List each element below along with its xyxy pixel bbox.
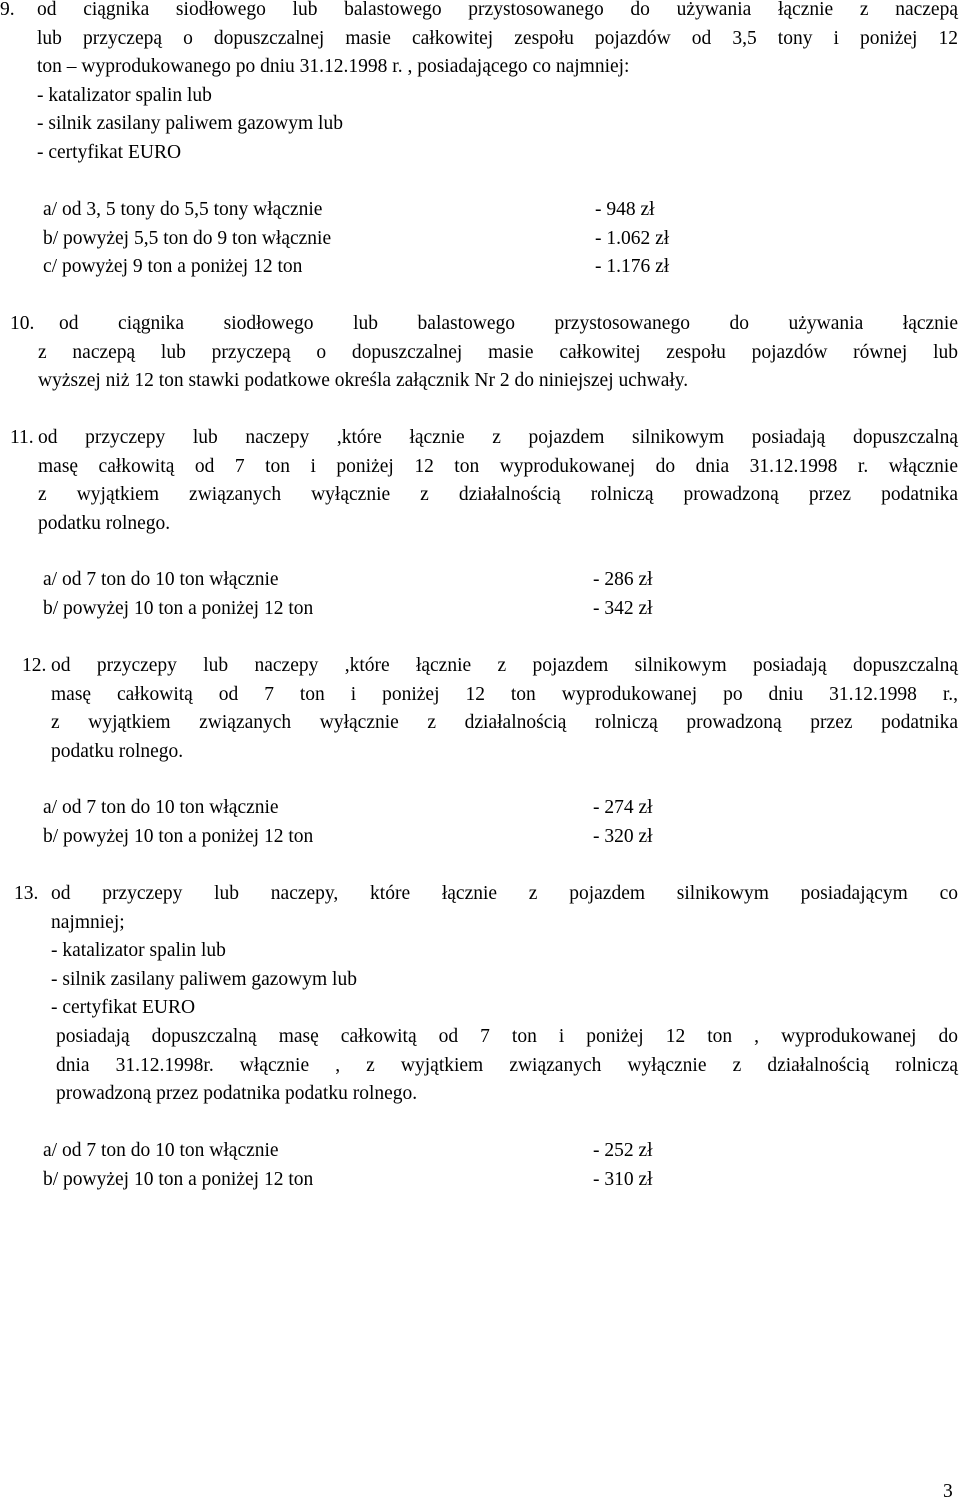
rate-label: b/ powyżej 10 ton a poniżej 12 ton — [43, 825, 314, 847]
text-line: podatku rolnego. — [51, 740, 184, 762]
text-line: z naczepą lub przyczepą o dopuszczalnej masie całkowitej zespołu pojazdów równej lub — [38, 341, 958, 363]
rate-label: b/ powyżej 10 ton a poniżej 12 ton — [43, 597, 314, 619]
rate-amount: - 320 zł — [593, 825, 653, 847]
text-line: dnia 31.12.1998r. włącznie , z wyjątkiem związanych wyłącznie z działalnością rolniczą — [56, 1054, 958, 1076]
item-number: 9. — [0, 0, 15, 20]
rate-amount: - 274 zł — [593, 797, 653, 818]
rate-amount: - 342 zł — [593, 597, 653, 619]
rate-label: b/ powyżej 5,5 ton do 9 ton włącznie — [43, 227, 332, 249]
item-12 — [0, 652, 958, 766]
item-number: 11. — [10, 427, 34, 448]
bullet-item: - katalizator spalin lub — [37, 84, 212, 106]
bullet-list — [37, 82, 958, 168]
text-line: lub przyczepą o dopuszczalnej masie całkowitej zespołu pojazdów od 3,5 tony i poniżej 12 — [37, 27, 958, 49]
text-line: posiadają dopuszczalną masę całkowitą od 7 ton i poniżej 12 ton , wyprodukowanej do — [56, 1025, 958, 1047]
item-number: 12. — [22, 655, 47, 676]
text-line: masę całkowitą od 7 ton i poniżej 12 ton wyprodukowanej po dniu 31.12.1998 r., — [51, 683, 958, 705]
text-line: od przyczepy lub naczepy ,które łącznie z pojazdem silnikowym posiadają dopuszczalną — [38, 427, 958, 448]
text-line: z wyjątkiem związanych wyłącznie z działalnością rolniczą prowadzoną przez podatnika — [51, 712, 958, 734]
rate-label: a/ od 3, 5 tony do 5,5 tony włącznie — [43, 199, 323, 220]
bullet-item: - certyfikat EURO — [37, 141, 182, 163]
bullet-item: - silnik zasilany paliwem gazowym lub — [37, 113, 343, 135]
rate-label: b/ powyżej 10 ton a poniżej 12 ton — [43, 1168, 314, 1190]
text-line: ton – wyprodukowanego po dniu 31.12.1998 r. , posiadającego co najmniej: — [37, 56, 630, 78]
rate-label: c/ powyżej 9 ton a poniżej 12 ton — [43, 256, 303, 278]
text-line: od ciągnika siodłowego lub balastowego przystosowanego do używania łącznie z naczepą — [37, 0, 958, 20]
rate-label: a/ od 7 ton do 10 ton włącznie — [43, 569, 279, 590]
bullet-list — [51, 937, 958, 1023]
item-number: 13. — [14, 883, 39, 904]
text-line: od przyczepy lub naczepy, które łącznie z pojazdem silnikowym posiadającym co — [51, 883, 958, 904]
text-line: prowadzoną przez podatnika podatku rolnego. — [56, 1083, 418, 1105]
item-9 — [0, 0, 958, 168]
rate-amount: - 1.176 zł — [595, 256, 670, 278]
rate-amount: - 948 zł — [595, 199, 655, 220]
text-line: od ciągnika siodłowego lub balastowego przystosowanego do używania łącznie — [59, 313, 958, 334]
text-line: od przyczepy lub naczepy ,które łącznie z pojazdem silnikowym posiadają dopuszczalną — [51, 655, 958, 676]
item-10 — [0, 310, 958, 396]
item-number: 10. — [10, 313, 35, 334]
bullet-item: - katalizator spalin lub — [51, 940, 226, 962]
rate-amount: - 310 zł — [593, 1168, 653, 1190]
item-11 — [0, 424, 958, 538]
rate-amount: - 286 zł — [593, 569, 653, 590]
text-line: najmniej; — [51, 911, 125, 933]
rate-amount: - 252 zł — [593, 1140, 653, 1161]
bullet-item: - certyfikat EURO — [51, 997, 196, 1019]
text-line: podatku rolnego. — [38, 512, 171, 534]
text-line: z wyjątkiem związanych wyłącznie z działalnością rolniczą prowadzoną przez podatnika — [38, 484, 958, 506]
rate-amount: - 1.062 zł — [595, 227, 670, 249]
text-line: wyższej niż 12 ton stawki podatkowe określa załącznik Nr 2 do niniejszej uchwały. — [38, 370, 689, 392]
bullet-item: - silnik zasilany paliwem gazowym lub — [51, 968, 357, 990]
page-number: 3 — [943, 1481, 953, 1502]
rate-label: a/ od 7 ton do 10 ton włącznie — [43, 1140, 279, 1161]
text-line: masę całkowitą od 7 ton i poniżej 12 ton wyprodukowanej do dnia 31.12.1998 r. włącznie — [38, 455, 958, 477]
rate-label: a/ od 7 ton do 10 ton włącznie — [43, 797, 279, 818]
item-13 — [0, 880, 958, 1109]
